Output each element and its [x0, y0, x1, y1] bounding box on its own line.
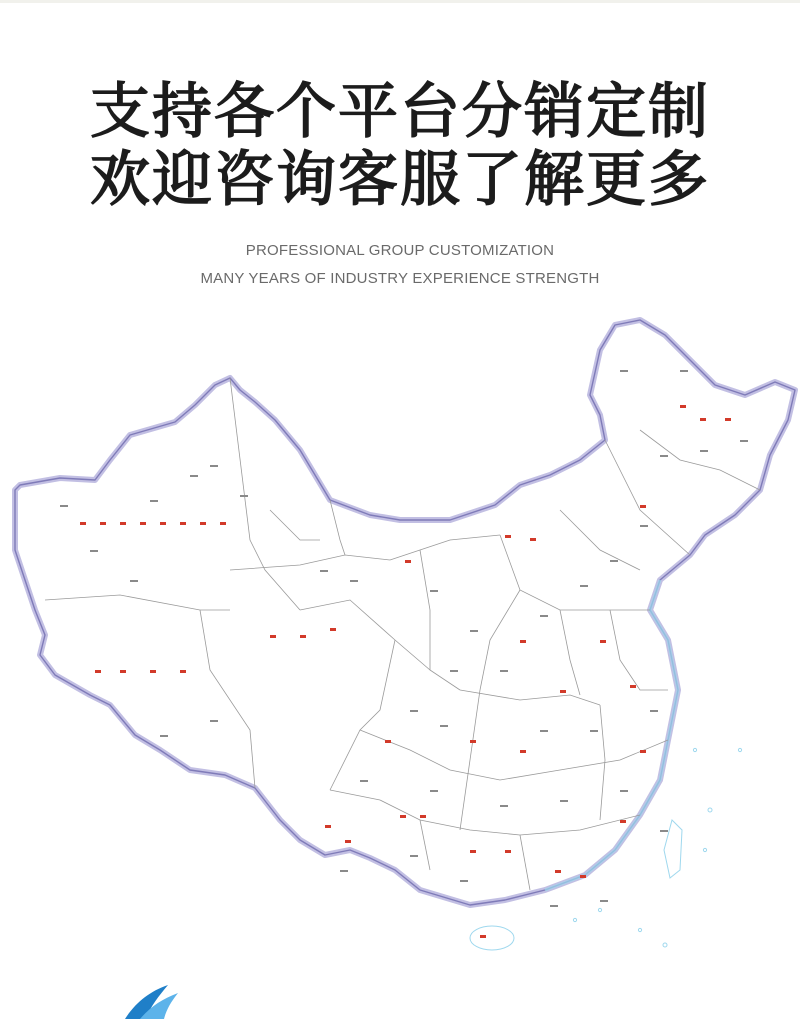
top-divider — [0, 0, 800, 3]
subheadline-line-2: MANY YEARS OF INDUSTRY EXPERIENCE STRENGTH — [200, 270, 600, 287]
china-map-image — [0, 310, 800, 970]
headline-line-2: 欢迎咨询客服了解更多 — [90, 145, 710, 215]
decorative-swoosh — [0, 985, 800, 1019]
headline-line-1: 支持各个平台分销定制 — [90, 77, 710, 147]
subheadline-line-1: PROFESSIONAL GROUP CUSTOMIZATION — [245, 242, 555, 259]
